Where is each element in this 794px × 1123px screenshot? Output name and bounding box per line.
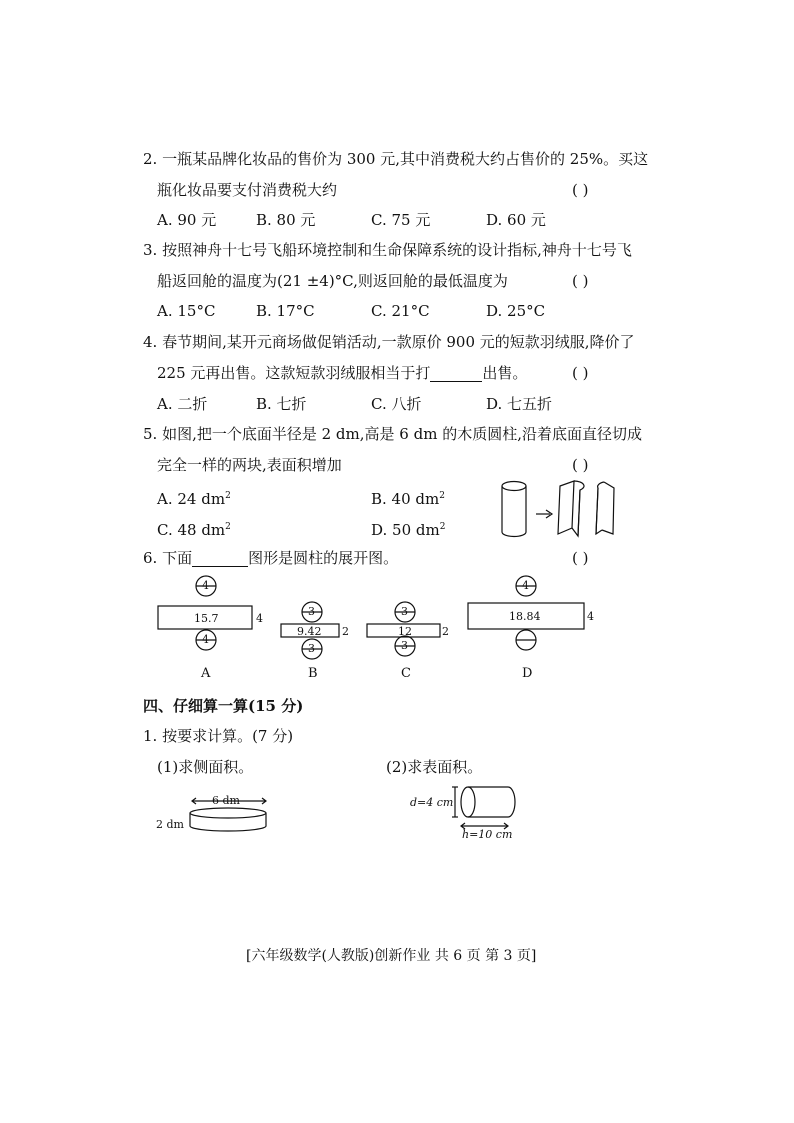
q3-option-c: C. 21°C [371,302,430,320]
s4-fig2-d-label: d=4 cm [410,796,454,809]
q4-option-b: B. 七折 [256,395,307,413]
q3-option-d: D. 25°C [486,302,546,320]
q5-option-d: D. 50 $dm^2$ [371,521,446,539]
fig-d-side-label: 4 [587,610,594,623]
s4-fig2-h-label: h=10 cm [462,828,513,841]
fig-a-letter: A [201,666,211,681]
fig-d-letter: D [522,666,533,681]
q5-line1: 5. 如图,把一个底面半径是 2 dm,高是 6 dm 的木质圆柱,沿着底面直径切成 [143,425,642,443]
q6-line1 [143,549,398,567]
fig-b-top-label: 3 [308,605,315,618]
q4-line2 [157,364,527,382]
q5-option-a: A. 24 $dm^2$ [157,490,231,508]
q4-option-d: D. 七五折 [486,395,553,413]
fig-a-top-label: 4 [202,579,209,592]
fig-b-rect-label: 9.42 [297,625,322,638]
fig-a-rect-label: 15.7 [194,612,219,625]
s4-q1-title: 1. 按要求计算。(7 分) [143,727,294,745]
q3-answer-blank[interactable]: ( ) [572,272,589,290]
fig-c-side-label: 2 [442,625,449,638]
q5-option-b: B. 40 $dm^2$ [371,490,445,508]
q2-option-b: B. 80 元 [256,211,316,229]
s4-fig1-side-label: 2 dm [156,818,184,831]
section-4-heading: 四、仔细算一算(15 分) [143,697,304,715]
s4-sub1-title: (1)求侧面积。 [157,758,254,776]
q2-option-a: A. 90 元 [157,211,217,229]
q5-cylinder-cut-figure [498,478,628,548]
q6-answer-blank[interactable]: ( ) [572,549,589,567]
q6-line1-text-a: 6. 下面 [143,549,193,567]
fig-a-side-label: 4 [256,612,263,625]
q6-line1-text-b: 图形是圆柱的展开图。 [248,549,399,567]
q3-line2: 船返回舱的温度为(21 ±4)°C,则返回舱的最低温度为 [157,272,508,290]
q4-line2-text-a: 225 元再出售。这款短款羽绒服相当于打 [157,364,431,382]
q4-option-a: A. 二折 [157,395,208,413]
q3-option-a: A. 15°C [157,302,216,320]
q4-option-c: C. 八折 [371,395,422,413]
q6-fill-blank[interactable] [192,552,248,567]
fig-c-bottom-label: 3 [401,639,408,652]
q3-line1: 3. 按照神舟十七号飞船环境控制和生命保障系统的设计指标,神舟十七号飞 [143,241,632,259]
q6-net-figures [150,575,610,687]
fig-c-rect-label: 12 [398,625,412,638]
fig-b-side-label: 2 [342,625,349,638]
fig-b-letter: B [308,666,318,681]
q4-answer-blank[interactable]: ( ) [572,364,589,382]
fig-d-top-label: 4 [522,579,529,592]
q2-line2: 瓶化妆品要支付消费税大约 [157,181,338,199]
fig-c-top-label: 3 [401,605,408,618]
q3-option-b: B. 17°C [256,302,315,320]
fig-b-bottom-label: 3 [308,642,315,655]
s4-fig1-top-label: 6 dm [212,795,240,807]
q4-fill-blank[interactable] [430,367,482,382]
fig-d-rect-label: 18.84 [509,610,541,623]
fig-c-letter: C [401,666,411,681]
q2-option-c: C. 75 元 [371,211,431,229]
fig-a-bottom-label: 4 [202,633,209,646]
q5-option-c: C. 48 $dm^2$ [157,521,231,539]
s4-fig2-cylinder [410,782,530,842]
q2-answer-blank[interactable]: ( ) [572,181,589,199]
q4-line2-text-b: 出售。 [482,364,528,382]
q2-line1: 2. 一瓶某品牌化妆品的售价为 300 元,其中消费税大约占售价的 25%。买这 [143,150,649,168]
s4-fig1-cylinder [150,795,280,845]
q5-line2: 完全一样的两块,表面积增加 [157,456,342,474]
q4-line1: 4. 春节期间,某开元商场做促销活动,一款原价 900 元的短款羽绒服,降价了 [143,333,635,351]
q2-option-d: D. 60 元 [486,211,546,229]
s4-sub2-title: (2)求表面积。 [386,758,483,776]
q5-answer-blank[interactable]: ( ) [572,456,589,474]
page-footer: [六年级数学(人教版)创新作业 共 6 页 第 3 页] [246,948,537,964]
